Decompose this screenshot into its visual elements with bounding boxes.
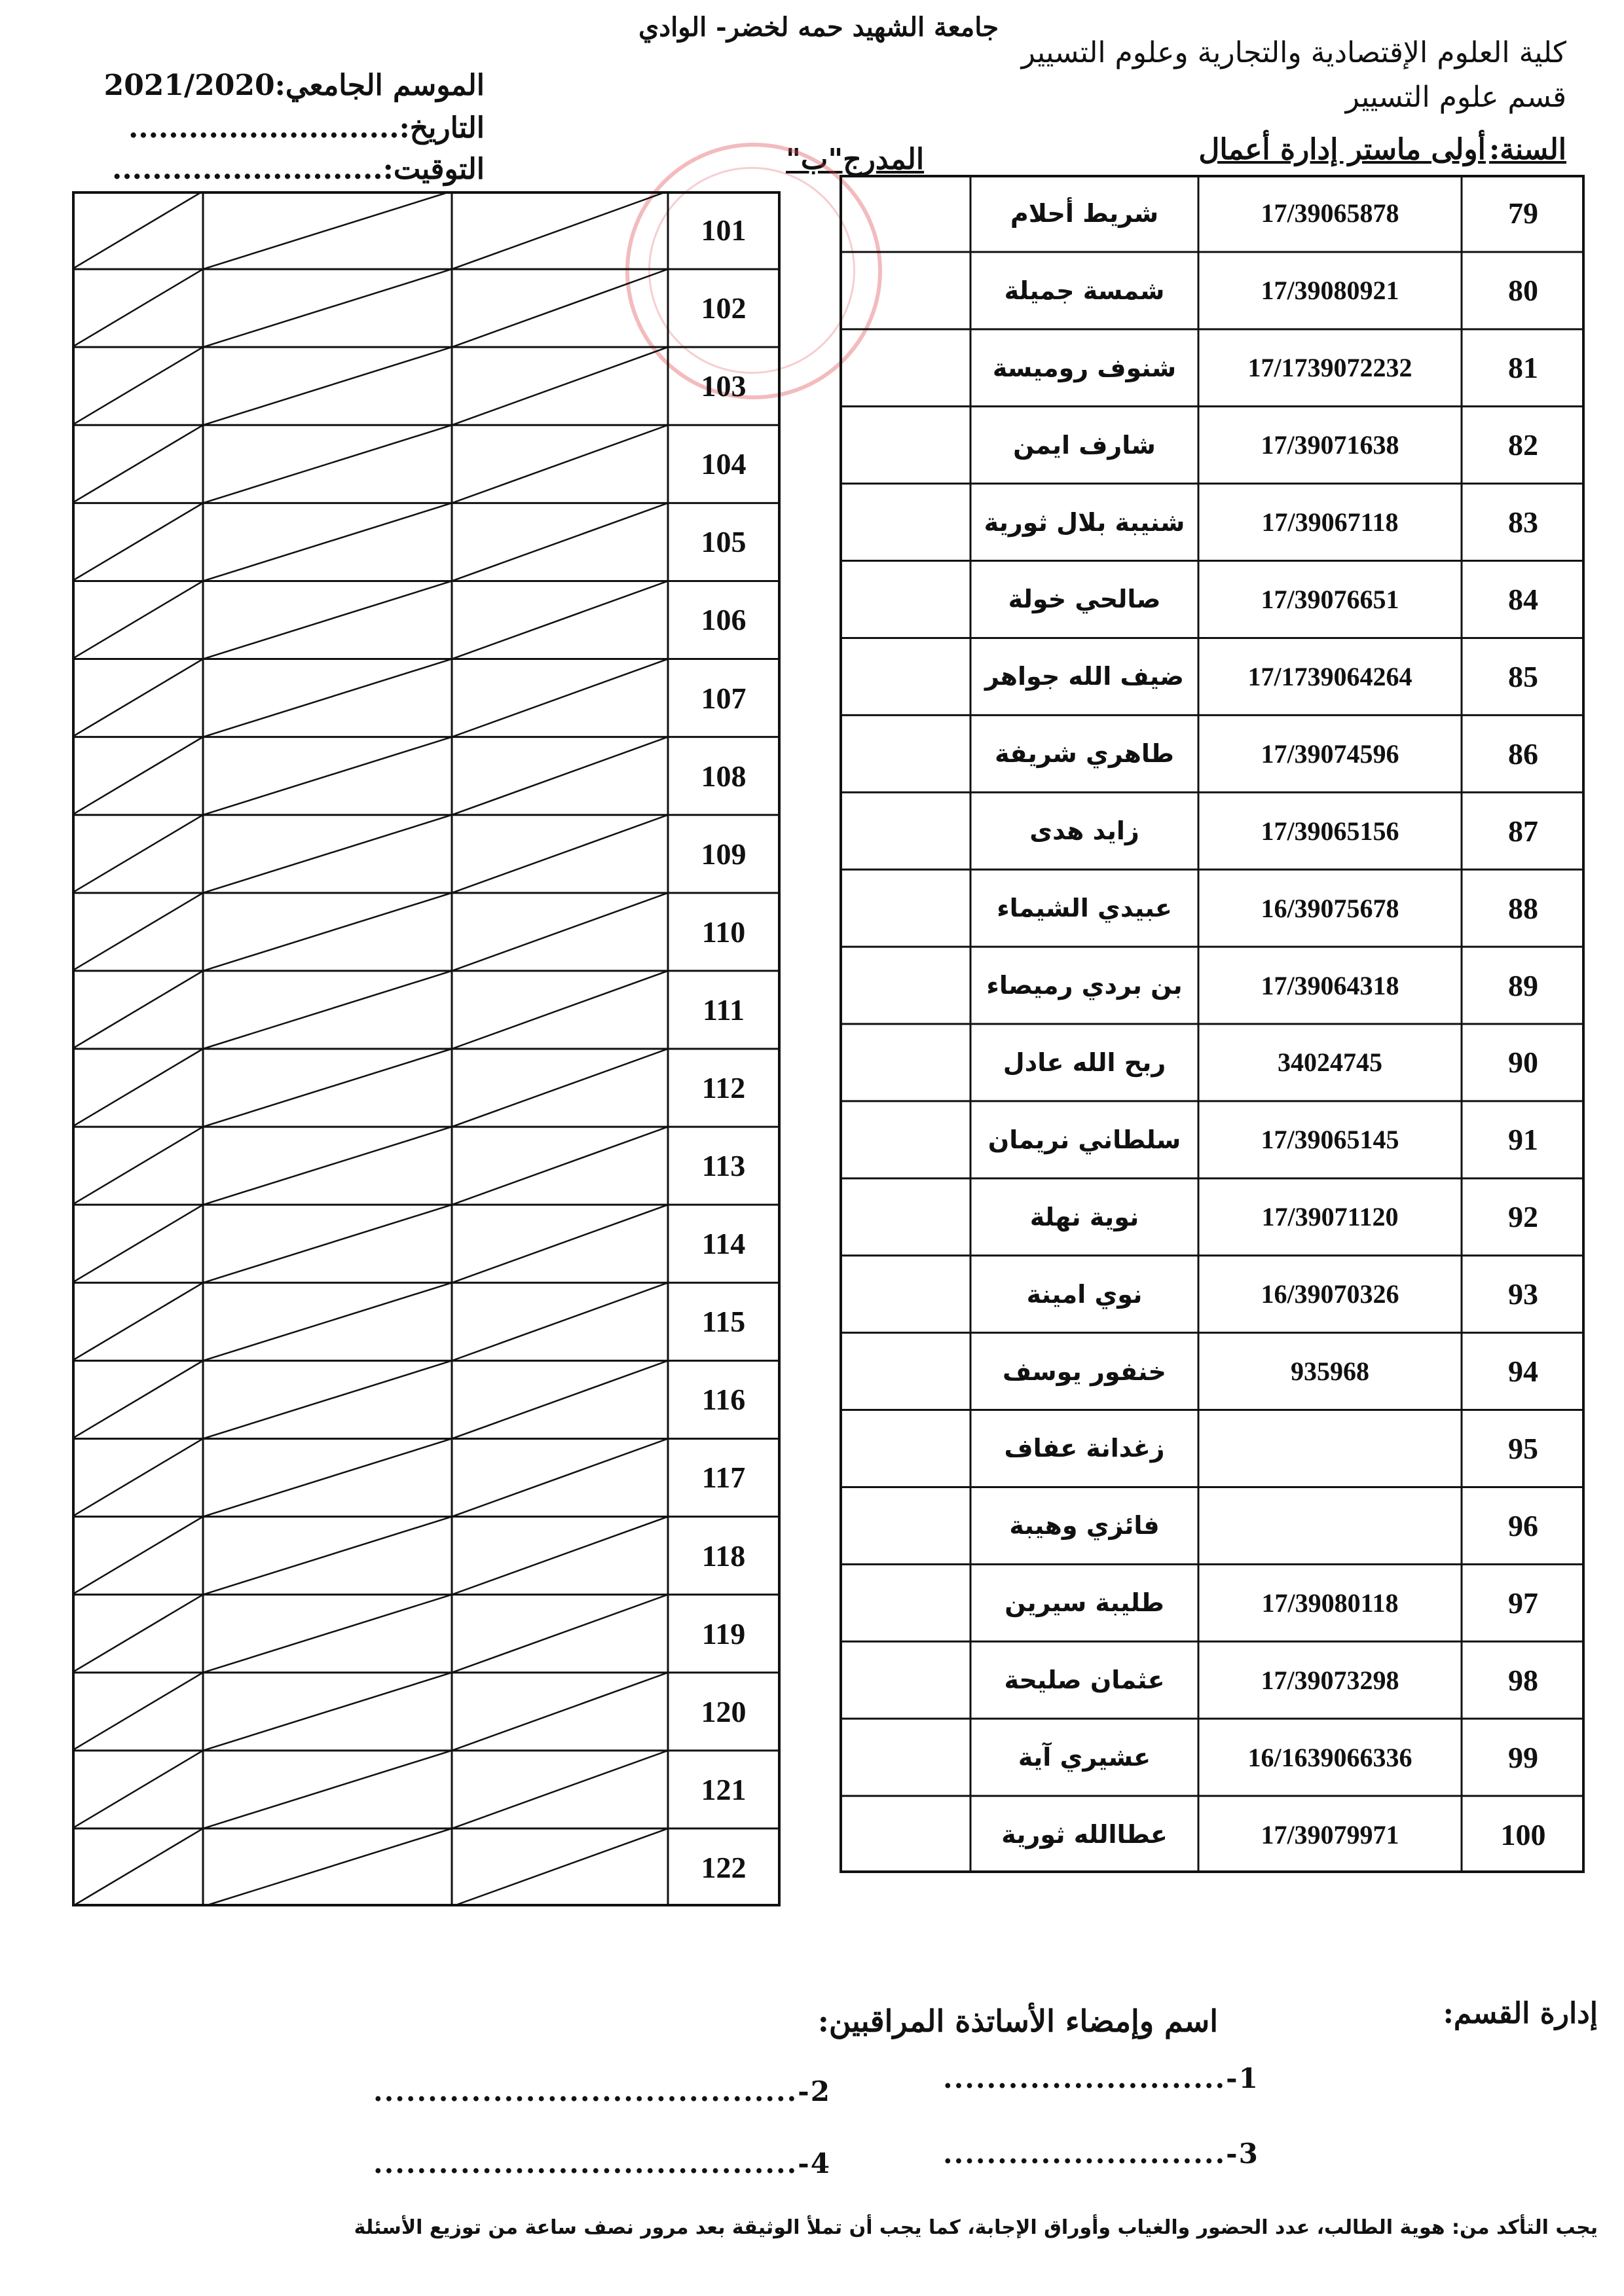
strike-diagonal (203, 191, 452, 269)
strike-diagonal (452, 425, 668, 503)
strike-diagonal (452, 347, 668, 425)
table-row (840, 1487, 1585, 1564)
row-number: 100 (1500, 1817, 1546, 1851)
row-number: 115 (701, 1305, 746, 1339)
strike-diagonal (203, 1673, 452, 1751)
table-row (840, 1410, 1585, 1487)
row-number: 83 (1508, 505, 1538, 539)
student-name: شريط أحلام (1010, 198, 1159, 228)
table-row (840, 1024, 1585, 1101)
department-admin-label: إدارة القسم: (1443, 1997, 1598, 2030)
student-name: زايد هدى (1029, 816, 1139, 846)
row-number: 117 (701, 1461, 746, 1495)
year-label: السنة: (1489, 133, 1566, 166)
strike-diagonal (203, 425, 452, 503)
student-id: 16/39070326 (1261, 1279, 1399, 1309)
student-name: ضيف الله جواهر (984, 662, 1185, 691)
strike-diagonal (203, 1205, 452, 1283)
student-name: ربح الله عادل (1003, 1048, 1166, 1077)
student-name: بن بردي رميصاء (986, 971, 1183, 1000)
row-number: 108 (701, 759, 747, 793)
strike-diagonal (72, 191, 203, 269)
table-row (840, 1101, 1585, 1178)
student-name: شنيبة بلال ثورية (984, 507, 1185, 537)
student-name: طليبة سيرين (1005, 1588, 1164, 1618)
strike-diagonal (72, 1517, 203, 1595)
strike-diagonal (72, 581, 203, 659)
row-number: 95 (1508, 1431, 1538, 1465)
strike-diagonal (72, 1049, 203, 1127)
student-id: 16/1639066336 (1247, 1742, 1412, 1772)
strike-diagonal (203, 1049, 452, 1127)
student-id: 935968 (1291, 1357, 1369, 1387)
row-number: 107 (701, 681, 747, 715)
strike-diagonal (203, 737, 452, 815)
row-number: 109 (701, 837, 747, 871)
student-id (1198, 1410, 1462, 1487)
row-number: 122 (701, 1850, 747, 1884)
department-name: قسم علوم التسيير (1345, 81, 1566, 114)
strike-diagonal (72, 1829, 203, 1906)
student-id: 17/39079971 (1261, 1819, 1399, 1850)
strike-diagonal (72, 1360, 203, 1438)
strike-diagonal (452, 1673, 668, 1751)
row-number: 87 (1508, 814, 1538, 848)
row-number: 81 (1508, 351, 1538, 385)
table-row (840, 1641, 1585, 1719)
student-name: فائزي وهيبة (1009, 1511, 1160, 1540)
student-name: زغدانة عفاف (1004, 1434, 1165, 1463)
row-number: 80 (1508, 274, 1538, 308)
student-name: نوي امينة (1026, 1279, 1143, 1309)
academic-season: الموسم الجامعي:2021/2020 (103, 69, 485, 102)
student-name: صالحي خولة (1008, 585, 1161, 614)
table-row (840, 1796, 1585, 1873)
strike-diagonal (203, 347, 452, 425)
strike-diagonal (72, 1283, 203, 1360)
row-number: 97 (1508, 1586, 1538, 1620)
strike-diagonal (452, 1283, 668, 1360)
row-number: 94 (1508, 1355, 1538, 1389)
row-number: 93 (1508, 1277, 1538, 1311)
student-id: 17/1739072232 (1247, 353, 1412, 383)
strike-diagonal (72, 815, 203, 893)
table-row (840, 947, 1585, 1024)
strike-diagonal (452, 737, 668, 815)
table-row (840, 792, 1585, 869)
student-name: سلطاني نريمان (987, 1125, 1181, 1154)
student-name: عثمان صليحة (1004, 1666, 1165, 1695)
student-name: خنفور يوسف (1003, 1357, 1166, 1386)
strike-diagonal (452, 269, 668, 347)
students-table (840, 175, 1585, 1873)
strike-diagonal (452, 1517, 668, 1595)
strike-diagonal (72, 1127, 203, 1205)
row-number: 118 (701, 1539, 746, 1573)
row-number: 102 (701, 291, 747, 325)
signature-line-3: 3-.......................... (943, 2138, 1259, 2170)
signature-line-2: 2-....................................... (373, 2075, 831, 2107)
student-id: 17/39071638 (1261, 430, 1399, 460)
row-number: 106 (701, 603, 747, 637)
row-number: 116 (701, 1383, 746, 1417)
row-number: 91 (1508, 1123, 1538, 1157)
student-id: 17/39074596 (1261, 738, 1399, 769)
strike-diagonal (203, 503, 452, 581)
student-id: 17/39065878 (1261, 198, 1399, 228)
strike-diagonal (72, 1673, 203, 1751)
row-number: 84 (1508, 582, 1538, 616)
student-name: عشيري آية (1018, 1743, 1151, 1772)
row-number: 96 (1508, 1508, 1538, 1542)
signature-line-4: 4-....................................... (373, 2147, 831, 2179)
student-id: 17/39065145 (1261, 1125, 1399, 1155)
table-row (840, 1178, 1585, 1256)
student-id: 17/39073298 (1261, 1665, 1399, 1695)
strike-diagonal (452, 581, 668, 659)
row-number: 121 (701, 1772, 747, 1806)
strike-diagonal (72, 269, 203, 347)
row-number: 82 (1508, 428, 1538, 462)
strike-diagonal (203, 269, 452, 347)
faculty-name: كلية العلوم الإقتصادية والتجارية وعلوم التسيير (1021, 36, 1566, 69)
row-number: 89 (1508, 968, 1538, 1002)
student-name: عطاالله ثورية (1001, 1820, 1168, 1850)
table-row (840, 869, 1585, 947)
row-number: 85 (1508, 659, 1538, 693)
strike-diagonal (72, 347, 203, 425)
row-number: 113 (701, 1149, 746, 1183)
instructions-note: يجب التأكد من: هوية الطالب، عدد الحضور والغياب وأوراق الإجابة، كما يجب أن تملأ الوثيقة بعد مرور نصف ساعة من توزيع الأسئلة (354, 2216, 1598, 2239)
row-number: 101 (701, 213, 747, 247)
strike-diagonal (452, 503, 668, 581)
row-number: 86 (1508, 737, 1538, 771)
table-row (840, 715, 1585, 792)
table-row (840, 1564, 1585, 1641)
strike-diagonal (203, 971, 452, 1049)
student-name: طاهري شريفة (995, 739, 1174, 769)
table-row (840, 252, 1585, 329)
strike-diagonal (203, 1127, 452, 1205)
strike-diagonal (72, 1205, 203, 1283)
strike-diagonal (452, 1595, 668, 1673)
strike-diagonal (203, 581, 452, 659)
strike-diagonal (452, 1829, 668, 1906)
hall-label: المدرج"ب" (786, 143, 925, 176)
strike-diagonal (72, 893, 203, 971)
supervisors-label: اسم وإمضاء الأساتذة المراقبين: (817, 2003, 1218, 2039)
strike-diagonal (452, 1049, 668, 1127)
strike-diagonal (203, 1360, 452, 1438)
row-number: 90 (1508, 1046, 1538, 1080)
row-number: 98 (1508, 1663, 1538, 1697)
table-row (840, 1333, 1585, 1410)
student-name: شنوف روميسة (992, 353, 1177, 382)
student-id: 17/39067118 (1261, 507, 1399, 538)
table-row (840, 1256, 1585, 1333)
table-row (840, 1719, 1585, 1796)
date-field: التاريخ:........................... (128, 111, 485, 145)
strike-diagonal (72, 425, 203, 503)
strike-diagonal (72, 1438, 203, 1516)
student-id: 34024745 (1278, 1048, 1382, 1078)
strike-diagonal (203, 1751, 452, 1829)
row-number: 105 (701, 525, 747, 559)
strike-diagonal (452, 1438, 668, 1516)
table-row (840, 561, 1585, 638)
strike-diagonal (72, 659, 203, 737)
student-id: 17/39076651 (1261, 584, 1399, 614)
row-number: 119 (701, 1616, 746, 1650)
strike-diagonal (203, 1595, 452, 1673)
strike-diagonal (203, 659, 452, 737)
strike-diagonal (203, 1438, 452, 1516)
student-id: 16/39075678 (1261, 893, 1399, 923)
row-number: 111 (703, 993, 745, 1027)
strike-diagonal (72, 1751, 203, 1829)
row-number: 99 (1508, 1740, 1538, 1774)
row-number: 103 (701, 369, 747, 403)
student-name: عبيدي الشيماء (997, 894, 1172, 923)
time-field: التوقيت:........................... (112, 153, 485, 186)
row-number: 88 (1508, 891, 1538, 925)
student-id: 17/1739064264 (1247, 661, 1412, 691)
signature-line-1: 1-.......................... (943, 2062, 1259, 2094)
student-name: شمسة جميلة (1004, 276, 1165, 305)
university-name: جامعة الشهيد حمه لخضر- الوادي (638, 12, 999, 43)
strike-diagonal (452, 1360, 668, 1438)
strike-diagonal (452, 659, 668, 737)
row-number: 114 (701, 1227, 746, 1261)
row-number: 104 (701, 447, 747, 481)
strike-diagonal (72, 737, 203, 815)
row-number: 92 (1508, 1200, 1538, 1234)
row-number: 120 (701, 1694, 747, 1728)
empty-rows-table (72, 191, 812, 1906)
strike-diagonal (452, 971, 668, 1049)
student-id: 17/39064318 (1261, 970, 1399, 1000)
strike-diagonal (203, 815, 452, 893)
year-value: أولى ماستر إدارة أعمال (1198, 133, 1486, 166)
strike-diagonal (203, 1517, 452, 1595)
student-id: 17/39080118 (1261, 1588, 1399, 1618)
row-number: 79 (1508, 196, 1538, 230)
strike-diagonal (452, 893, 668, 971)
strike-diagonal (452, 191, 668, 269)
table-row (840, 329, 1585, 407)
student-id: 17/39065156 (1261, 816, 1399, 846)
table-row (840, 484, 1585, 561)
strike-diagonal (72, 503, 203, 581)
row-number: 112 (701, 1071, 746, 1105)
strike-diagonal (72, 971, 203, 1049)
table-row (840, 638, 1585, 715)
year-line (1198, 133, 1566, 166)
strike-diagonal (72, 1595, 203, 1673)
strike-diagonal (452, 815, 668, 893)
student-name: شارف ايمن (1013, 430, 1156, 460)
table-row (840, 175, 1585, 252)
student-id: 17/39080921 (1261, 276, 1399, 306)
strike-diagonal (203, 1829, 452, 1906)
student-id (1198, 1487, 1462, 1564)
strike-diagonal (452, 1205, 668, 1283)
strike-diagonal (203, 893, 452, 971)
row-number: 110 (701, 915, 746, 949)
strike-diagonal (452, 1751, 668, 1829)
student-name: نوية نهلة (1029, 1202, 1139, 1231)
table-row (840, 407, 1585, 484)
strike-diagonal (452, 1127, 668, 1205)
strike-diagonal (203, 1283, 452, 1360)
student-id: 17/39071120 (1261, 1202, 1399, 1232)
